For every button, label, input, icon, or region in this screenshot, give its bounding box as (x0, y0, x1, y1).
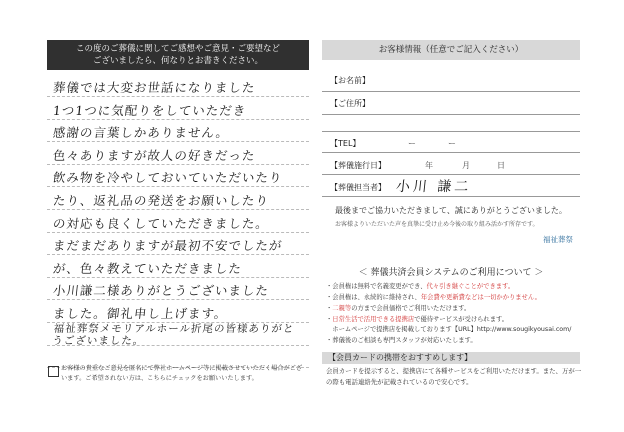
date-year: 年 (425, 161, 433, 170)
date-day: 日 (497, 161, 505, 170)
bullet-red-text: 二親等 (332, 305, 352, 312)
staff-line (322, 196, 580, 197)
consent-checkbox[interactable] (48, 366, 59, 377)
name-label: 【お名前】 (330, 76, 370, 85)
survey-header (47, 40, 309, 70)
company-name: 福祉葬祭 (543, 235, 573, 244)
tel-line (322, 152, 580, 153)
bullet-red-text: 代々引き継ぐことができます。 (426, 283, 515, 290)
handwritten-line: ました。御礼申し上げます。 (52, 306, 229, 321)
bullet-pre-text: ホームページで提携店を掲載しております【URL】http://www.sougikyousai.com/ (326, 326, 572, 333)
handwritten-line: 感謝の言葉しかありません。 (52, 125, 231, 141)
membership-bullet (326, 282, 514, 291)
handwritten-line: の対応も良くしていただきました。 (52, 215, 270, 231)
handwritten-line: 小川謙二様ありがとうございました (52, 283, 270, 299)
handwritten-line: 色々ありますが故人の好きだった (52, 147, 257, 163)
bullet-post-text: で優待サービスが受けられます。 (414, 316, 509, 323)
bullet-red-text: 年会費や更新費などは一切かかりません。 (420, 294, 541, 301)
handwritten-line: 飲み物を冷やしておいていただいたり (52, 170, 284, 186)
member-card-title: 【会員カードの携帯をおすすめします】 (322, 352, 580, 364)
bullet-red-text: 日常生活で活用できる提携店 (332, 316, 415, 323)
handwritten-line: 1つ1つに気配りをしていただき (52, 102, 248, 118)
membership-bullet (326, 336, 477, 345)
consent-text: お客様の貴重なご意見を匿名にて弊社ホームページ等に掲載させていただく場合がございます。ご希望されない方は、こちらにチェックをお願いいたします。 (61, 365, 303, 382)
customer-info-header: お客様情報（任意でご記入ください） (322, 40, 580, 60)
membership-bullet (326, 304, 470, 313)
bullet-post-text: の方まで会員価格でご利用いただけます。 (351, 305, 471, 312)
funeral-date-label: 【葬儀施行日】 (330, 161, 386, 170)
bullet-pre-text: ・ (326, 305, 333, 312)
handwritten-line: 葬儀では大変お世話になりました (52, 80, 257, 95)
ruled-line (47, 186, 309, 187)
ruled-line (47, 141, 309, 142)
member-card-text: 会員カードを提示すると、提携店にて各種サービスをご利用いただけます。また、万が一の際も電話連絡先が記載されているので安心です。 (326, 367, 582, 386)
name-line (322, 91, 580, 92)
left-chevron-icon: ＜ (358, 268, 368, 278)
ruled-line (47, 299, 309, 300)
address-label: 【ご住所】 (330, 99, 370, 108)
tel-dash-2: ー (448, 139, 456, 148)
address-line1 (322, 114, 580, 115)
date-month: 月 (462, 161, 470, 170)
ruled-line (47, 96, 309, 97)
handwritten-line: まだまだありますが最初不安でしたが (52, 238, 284, 254)
thanks-subtext: お客様よりいただいた声を真摯に受け止め今後の取り組み活かす所存です。 (335, 221, 539, 228)
staff-handwritten: 小川 謙二 (395, 179, 473, 195)
membership-system-title (322, 265, 580, 278)
membership-bullet (326, 315, 508, 324)
ruled-line (47, 209, 309, 210)
handwritten-line: が、色々教えていただきました (52, 260, 243, 276)
date-line (322, 174, 580, 175)
handwritten-line: たり、返礼品の発送をお願いしたり (52, 193, 270, 208)
handwritten-comment-area (47, 70, 309, 362)
tel-label: 【TEL】 (330, 139, 361, 148)
survey-header-line2: ございましたら、何なりとお書きください。 (92, 56, 263, 66)
bullet-pre-text: ・ (326, 316, 333, 323)
membership-bullet (326, 325, 571, 334)
bullet-pre-text: ・会員権は無料で名義変更ができ、 (326, 283, 427, 290)
address-line2 (322, 131, 580, 132)
ruled-line (47, 254, 309, 255)
handwritten-line: 福祉葬祭メモリアルホール折尾の皆様ありがとうございました。 (51, 322, 296, 347)
membership-bullet (326, 293, 541, 302)
bullet-pre-text: ・葬儀後のご相談も専門スタッフが対応いたします。 (326, 337, 477, 344)
tel-dash-1: ー (408, 139, 416, 148)
right-chevron-icon: ＞ (534, 268, 544, 278)
membership-system-title-text: 葬儀共済会員システムのご利用について (370, 268, 532, 278)
thanks-message: 最後までご協力いただきまして、誠にありがとうございました。 (335, 206, 567, 215)
survey-header-line1: この度のご葬儀に関してご感想やご意見・ご要望など (75, 44, 280, 54)
bullet-pre-text: ・会員権は、永続的に維持され、 (326, 294, 421, 301)
staff-label: 【葬儀担当者】 (330, 183, 386, 192)
